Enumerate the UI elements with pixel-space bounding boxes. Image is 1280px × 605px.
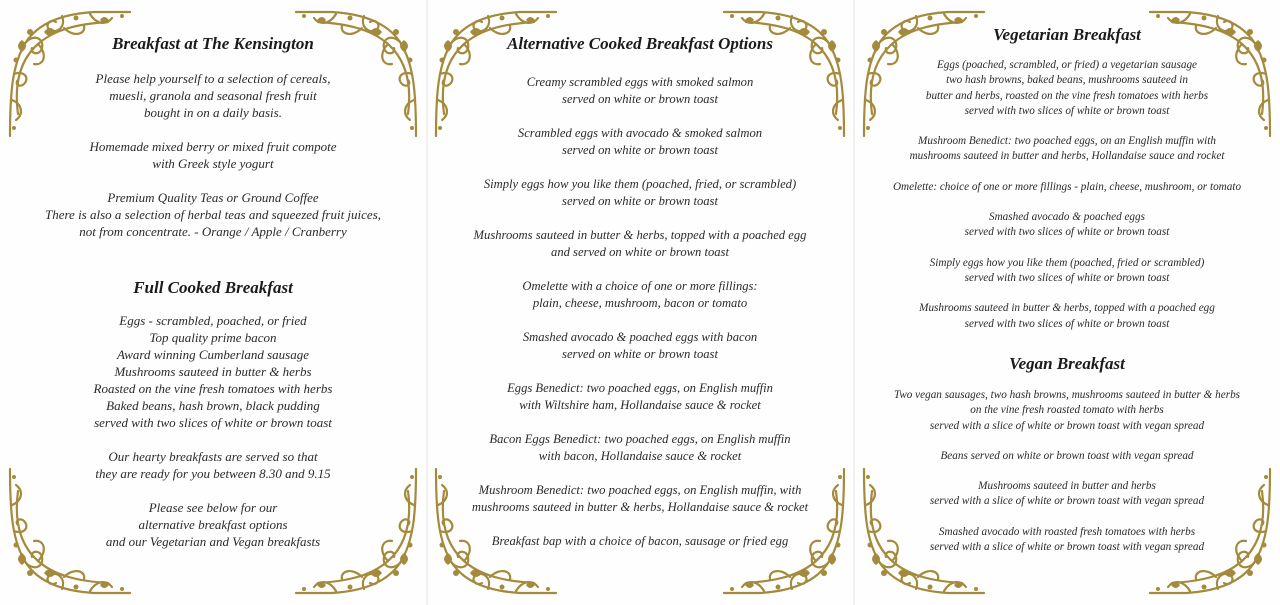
menu-line: with Greek style yogurt [152,156,274,171]
panel-breakfast-at-kensington [0,0,426,605]
menu-line: Please help yourself to a selection of cereals, [95,71,331,86]
menu-line: Eggs (poached, scrambled, or fried) a vegetarian sausage [936,59,1198,71]
menu-line: served with two slices of white or brown toast [964,226,1170,239]
menu-line: muesli, granola and seasonal fresh fruit [109,88,317,103]
menu-line: Smashed avocado with roasted fresh tomatoes with herbs [938,525,1196,538]
menu-line: Mushrooms sauteed in butter & herbs [114,364,312,379]
menu-line: Mushrooms sauteed in butter & herbs, topped with a poached egg [919,302,1215,315]
menu-line: Mushrooms sauteed in butter & herbs, topped with a poached egg [473,228,807,242]
menu-line: they are ready for you between 8.30 and 9.15 [95,466,331,481]
ornamental-corner-icon [292,461,422,601]
menu-line: served with two slices of white or brown toast [94,415,332,430]
panel-divider [853,0,855,605]
section-title: Full Cooked Breakfast [133,278,293,297]
menu-line: two hash browns, baked beans, mushrooms sauteed in [946,74,1188,87]
menu-line: Simply eggs how you like them (poached, fried, or scrambled) [483,177,797,191]
menu-item [426,380,854,414]
menu-line: Eggs Benedict: two poached eggs, on English muffin [507,381,773,395]
menu-item [854,388,1280,434]
menu-line: There is also a selection of herbal teas and squeezed fruit juices, [44,207,382,222]
menu-line: on the vine fresh roasted tomato with herbs [970,404,1164,417]
ornamental-corner-icon [430,4,560,144]
menu-line: butter and herbs, roasted on the vine fresh tomatoes with herbs [925,89,1209,102]
page-title: Breakfast at The Kensington [112,34,314,53]
menu-line: Roasted on the vine fresh tomatoes with herbs [93,381,333,396]
menu-item [854,301,1280,332]
ornamental-corner-icon [720,4,850,144]
menu-item [854,210,1280,241]
ornamental-corner-icon [430,461,560,601]
ornamental-corner-icon [858,4,988,144]
menu-line: served on white or brown toast [562,347,718,361]
menu-line: Simply eggs how you like them (poached, fried or scrambled) [929,256,1205,269]
menu-line: served with two slices of white or brown toast [964,104,1170,117]
menu-item [0,312,426,431]
menu-line: Homemade mixed berry or mixed fruit compote [89,139,337,154]
ornamental-corner-icon [1146,461,1276,601]
panel-alternative-cooked [426,0,854,605]
ornamental-corner-icon [858,461,988,601]
menu-line: Smashed avocado & poached eggs with bacon [522,330,758,344]
menu-line: Top quality prime bacon [149,330,277,345]
menu-line: with bacon, Hollandaise sauce & rocket [538,449,742,463]
ornamental-corner-icon [4,461,134,601]
menu-line: Bacon Eggs Benedict: two poached eggs, on English muffin [489,432,791,446]
menu-line: Mushrooms sauteed in butter and herbs [978,480,1156,493]
menu-line: Smashed avocado & poached eggs [989,211,1145,224]
menu-line: Our hearty breakfasts are served so that [108,449,318,464]
menu-line: Premium Quality Teas or Ground Coffee [107,190,319,205]
menu-line: alternative breakfast options [138,517,288,532]
menu-line: and our Vegetarian and Vegan breakfasts [105,534,321,549]
menu-line: Please see below for our [148,500,278,515]
menu-line: served with two slices of white or brown toast [964,317,1170,330]
page-title: Alternative Cooked Breakfast Options [507,34,773,53]
panel-vegetarian-vegan [854,0,1280,605]
menu-item [426,329,854,363]
menu-item [426,278,854,312]
menu-line: Two vegan sausages, two hash browns, mushrooms sauteed in butter & herbs [893,389,1241,401]
menu-item [426,227,854,261]
menu-line: mushrooms sauteed in butter and herbs, Hollandaise sauce and rocket [909,150,1225,163]
menu-item [854,180,1280,195]
ornamental-corner-icon [292,4,422,144]
menu-line: Omelette with a choice of one or more fillings: [522,279,758,293]
menu-line: Baked beans, hash brown, black pudding [106,398,320,413]
menu-line: Mushroom Benedict: two poached eggs, on English muffin, with [478,483,802,497]
menu-line: and served on white or brown toast [551,245,729,259]
menu-line: bought in on a daily basis. [144,105,282,120]
section-title: Vegan Breakfast [1009,354,1125,373]
menu-line: served on white or brown toast [562,143,718,157]
menu-item [426,431,854,465]
menu-line: Beans served on white or brown toast with vegan spread [940,449,1194,462]
menu-line: served with two slices of white or brown toast [964,271,1170,284]
ornamental-corner-icon [4,4,134,144]
menu-item [0,189,426,240]
menu-line: Mushroom Benedict: two poached eggs, on an English muffin with [918,135,1216,148]
panel-divider [426,0,428,605]
ornamental-corner-icon [720,461,850,601]
ornamental-corner-icon [1146,4,1276,144]
menu-line: served with a slice of white or brown toast with vegan spread [929,495,1205,508]
menu-item [854,256,1280,287]
menu-line: served on white or brown toast [562,92,718,106]
menu-line: served on white or brown toast [562,194,718,208]
section-title: Vegetarian Breakfast [993,25,1141,44]
menu-line: mushrooms sauteed in butter & herbs, Hollandaise sauce & rocket [471,500,809,514]
menu-line: Award winning Cumberland sausage [116,347,309,362]
menu-line: not from concentrate. - Orange / Apple / Cranberry [79,224,347,239]
menu-line: Omelette: choice of one or more fillings - plain, cheese, mushroom, or tomato [892,180,1242,193]
menu-line: served with a slice of white or brown toast with vegan spread [929,419,1205,432]
menu-line: plain, cheese, mushroom, bacon or tomato [532,296,748,310]
menu-line: Eggs - scrambled, poached, or fried [119,313,307,328]
menu-item [426,176,854,210]
menu-line: Scrambled eggs with avocado & smoked salmon [517,126,763,140]
menu-line: with Wiltshire ham, Hollandaise sauce & rocket [519,398,761,412]
menu-line: Creamy scrambled eggs with smoked salmon [526,75,754,89]
menu-line: Breakfast bap with a choice of bacon, sausage or fried egg [491,534,789,548]
menu-line: served with a slice of white or brown toast with vegan spread [929,541,1205,554]
